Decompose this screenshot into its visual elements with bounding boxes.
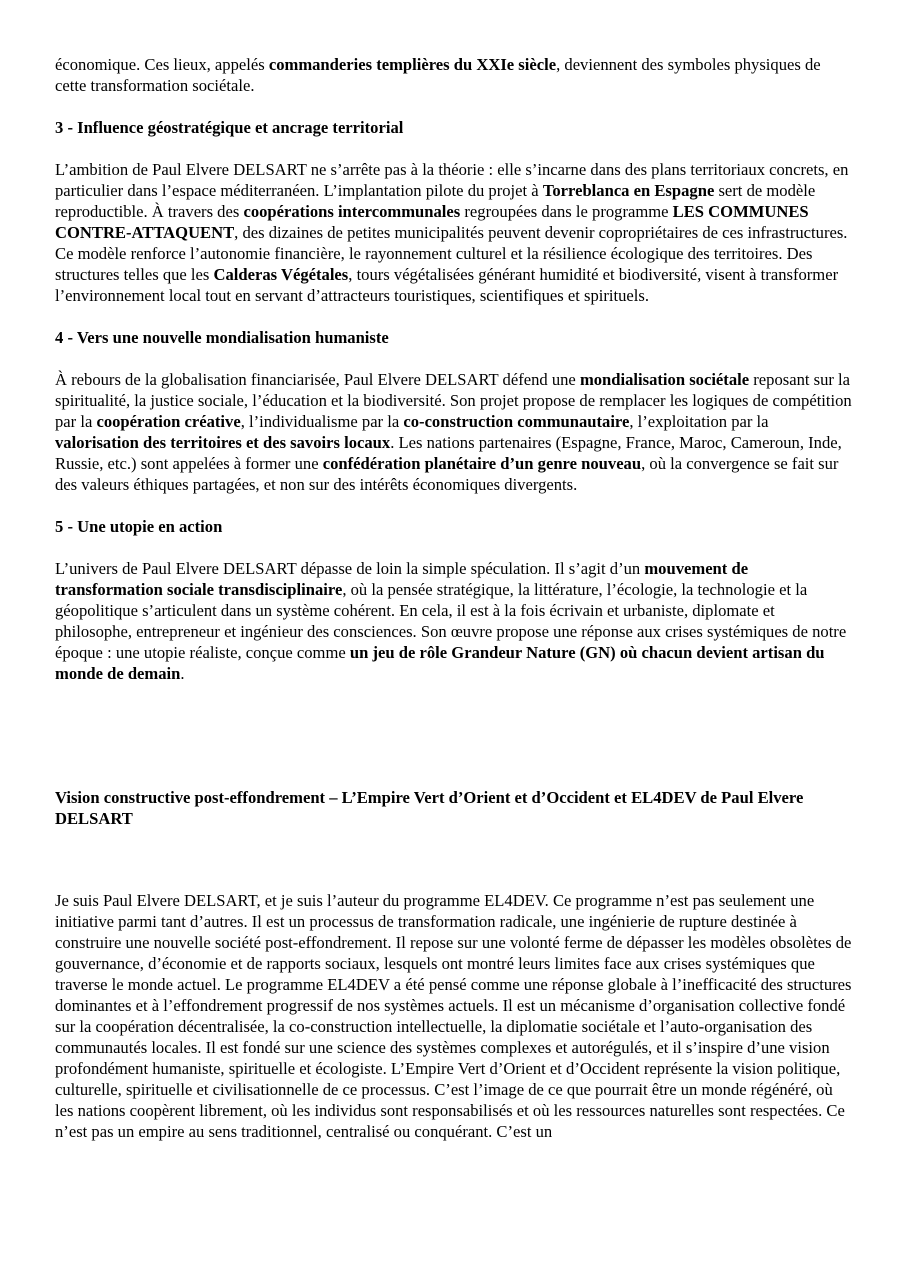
paragraph-intro: économique. Ces lieux, appelés commanderies templières du XXIe siècle, deviennent des symboles physiques de cette transformation sociétale. <box>55 55 821 95</box>
bold-commanderies: commanderies templières du XXIe siècle <box>268 55 557 74</box>
paragraph-el4dev: Je suis Paul Elvere DELSART, et je suis l’auteur du programme EL4DEV. Ce programme n’est pas seulement une initiative parmi tant d’autres. Il est un processus de transformation radicale, une ingénierie de rupture destinée à construire une nouvelle société post-effondrement. Il repose sur une volonté ferme de dépasser les modèles obsolètes de gouvernance, d’économie et de rapports sociaux, lesquels ont montré leurs limites face aux crises systémiques que traverse le monde actuel. Le programme EL4DEV a été pensé comme une réponse globale à l’inefficacité des structures dominantes et à l’effondrement progressif de nos systèmes actuels. Il est un mécanisme d’organisation collective fondé sur la coopération décentralisée, la co-construction intellectuelle, la diplomatie sociétale et l’auto-organisation des communautés locales. Il est fondé sur une science des systèmes complexes et autorégulés, et il s’inspire d’une vision profondément humaniste, spirituelle et écologiste. L’Empire Vert d’Orient et d’Occident représente la vision politique, culturelle, spirituelle et civilisationnelle de ce processus. C’est l’image de ce que pourrait être un monde régénéré, où les nations coopèrent librement, où les individus sont responsabilisés et où les ressources naturelles sont respectées. Ce n’est pas un empire au sens traditionnel, centralisé ou conquérant. C’est un <box>55 891 852 1141</box>
heading-section-3: 3 - Influence géostratégique et ancrage territorial <box>55 118 404 137</box>
heading-section-4: 4 - Vers une nouvelle mondialisation humaniste <box>55 328 389 347</box>
heading-section-5: 5 - Une utopie en action <box>55 517 223 536</box>
document-page <box>55 54 855 1142</box>
paragraph-section-5: L’univers de Paul Elvere DELSART dépasse de loin la simple spéculation. Il s’agit d’un mouvement de transformation sociale transdisciplinaire, où la pensée stratégique, la littérature, l’écologie, la technologie et la géopolitique s’articulent dans un système cohérent. En cela, il est à la fois écrivain et urbaniste, diplomate et philosophe, entrepreneur et ingénieur des consciences. Son œuvre propose une réponse aux crises systémiques de notre époque : une utopie réaliste, conçue comme un jeu de rôle Grandeur Nature (GN) où chacun devient artisan du monde de demain. <box>55 559 847 683</box>
article-title: Vision constructive post-effondrement – L’Empire Vert d’Orient et d’Occident et EL4DEV de Paul Elvere DELSART <box>55 788 804 828</box>
paragraph-section-4: À rebours de la globalisation financiarisée, Paul Elvere DELSART défend une mondialisation sociétale reposant sur la spiritualité, la justice sociale, l’éducation et la biodiversité. Son projet propose de remplacer les logiques de compétition par la coopération créative, l’individualisme par la co-construction communautaire, l’exploitation par la valorisation des territoires et des savoirs locaux. Les nations partenaires (Espagne, France, Maroc, Cameroun, Inde, Russie, etc.) sont appelées à former une confédération planétaire d’un genre nouveau, où la convergence se fait sur des valeurs éthiques partagées, et non sur des intérêts économiques divergents. <box>55 370 852 494</box>
paragraph-section-3: L’ambition de Paul Elvere DELSART ne s’arrête pas à la théorie : elle s’incarne dans des plans territoriaux concrets, en particulier dans l’espace méditerranéen. L’implantation pilote du projet à Torreblanca en Espagne sert de modèle reproductible. À travers des coopérations intercommunales regroupées dans le programme LES COMMUNES CONTRE-ATTAQUENT, des dizaines de petites municipalités peuvent devenir copropriétaires de ces infrastructures. Ce modèle renforce l’autonomie financière, le rayonnement culturel et la résilience écologique des territoires. Des structures telles que les Calderas Végétales, tours végétalisées générant humidité et biodiversité, visent à transformer l’environnement local tout en servant d’attracteurs touristiques, scientifiques et spirituels. <box>55 160 849 305</box>
